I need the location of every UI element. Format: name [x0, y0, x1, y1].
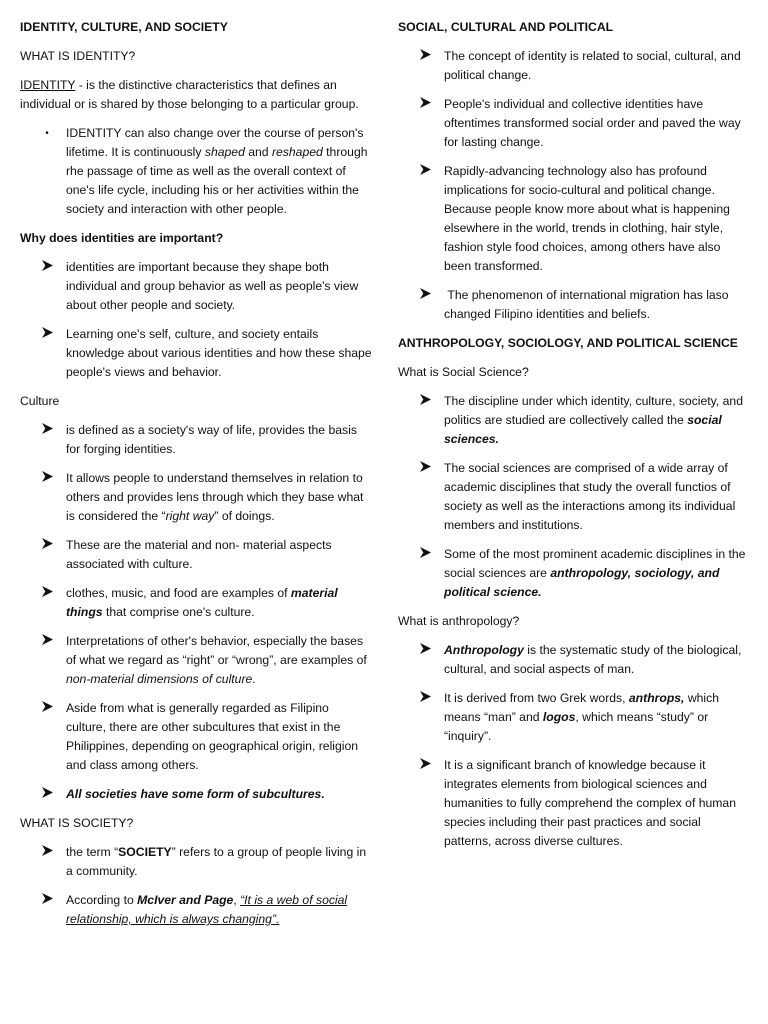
society-question: WHAT IS SOCIETY? — [20, 816, 134, 830]
culture-list — [20, 421, 372, 804]
why-list — [20, 258, 372, 382]
arrowhead-bullet-icon — [418, 286, 432, 305]
identity-definition — [20, 76, 372, 114]
arrowhead-bullet-icon — [418, 392, 432, 411]
list-item: • IDENTITY can also change over the course of person's lifetime. It is continuously shaped and reshaped through rhe passage of time as well as the overall context of one's life cycle, including his or her activities within the society and interaction with other people. — [20, 124, 372, 219]
list-item: The social sciences are comprised of a wide array of academic disciplines that study the overall functios of society as well as the interactions among its individual members and institutions. — [398, 459, 750, 535]
anthropology-question: What is anthropology? — [398, 614, 520, 628]
list-item: These are the material and non- material aspects associated with culture. — [20, 536, 372, 574]
list-item: It is a significant branch of knowledge because it integrates elements from biological sciences and humanities to fully comprehend the complex of human species including their past practices and social patterns, across diverse cultures. — [398, 756, 750, 851]
arrowhead-bullet-icon — [40, 325, 54, 344]
list-item: is defined as a society's way of life, provides the basis for forging identities. — [20, 421, 372, 459]
arrowhead-bullet-icon — [418, 459, 432, 478]
arrowhead-bullet-icon — [418, 47, 432, 66]
list-item: All societies have some form of subcultures. — [20, 785, 372, 804]
arrowhead-bullet-icon — [418, 689, 432, 708]
list-item: It allows people to understand themselves in relation to others and provides lens through which they base what is considered the “right way” of doings. — [20, 469, 372, 526]
dot-bullet-icon: • — [45, 128, 49, 139]
arrowhead-bullet-icon — [40, 258, 54, 277]
identity-definition-text: - is the distinctive characteristics that defines an individual or is shared by those belonging to a particular group. — [20, 78, 359, 111]
arrowhead-bullet-icon — [40, 536, 54, 555]
section-title: SOCIAL, CULTURAL AND POLITICAL — [398, 20, 614, 34]
society-list — [20, 843, 372, 929]
list-item: The concept of identity is related to social, cultural, and political change. — [398, 47, 750, 85]
arrowhead-bullet-icon — [40, 843, 54, 862]
culture-heading: Culture — [20, 394, 60, 408]
why-identities-heading: Why does identities are important? — [20, 231, 224, 245]
arrowhead-bullet-icon — [40, 632, 54, 651]
social-change-list — [398, 47, 750, 324]
identity-bullet-list — [20, 124, 372, 219]
list-item: Aside from what is generally regarded as Filipino culture, there are other subcultures that exist in the Philippines, depending on geographical origin, religion and class among others. — [20, 699, 372, 775]
arrowhead-bullet-icon — [418, 641, 432, 660]
section-title: IDENTITY, CULTURE, AND SOCIETY — [20, 20, 228, 34]
list-item: According to McIver and Page, “It is a web of social relationship, which is always changing”. — [20, 891, 372, 929]
list-item: The phenomenon of international migration has laso changed Filipino identities and beliefs. — [398, 286, 750, 324]
list-item: the term “SOCIETY” refers to a group of people living in a community. — [20, 843, 372, 881]
list-item: clothes, music, and food are examples of material things that comprise one's culture. — [20, 584, 372, 622]
right-column — [398, 18, 750, 861]
arrowhead-bullet-icon — [40, 584, 54, 603]
arrowhead-bullet-icon — [418, 162, 432, 181]
arrowhead-bullet-icon — [40, 699, 54, 718]
arrowhead-bullet-icon — [418, 545, 432, 564]
arrowhead-bullet-icon — [40, 421, 54, 440]
list-item: Rapidly-advancing technology also has profound implications for socio-cultural and political change. Because people know more about what is happening elsewhere in the world, trends in clothing, hair style, fashion style food choices, among others have also been transformed. — [398, 162, 750, 276]
arrowhead-bullet-icon — [418, 95, 432, 114]
arrowhead-bullet-icon — [40, 891, 54, 910]
list-item: People's individual and collective identities have oftentimes transformed social order and paved the way for lasting change. — [398, 95, 750, 152]
social-science-list — [398, 392, 750, 602]
left-column — [20, 18, 372, 939]
list-item: Learning one's self, culture, and society entails knowledge about various identities and how these shape people's views and behavior. — [20, 325, 372, 382]
list-item: Some of the most prominent academic disciplines in the social sciences are anthropology, sociology, and political science. — [398, 545, 750, 602]
social-science-question: What is Social Science? — [398, 365, 529, 379]
section-title: ANTHROPOLOGY, SOCIOLOGY, AND POLITICAL SCIENCE — [398, 336, 738, 350]
identity-term: IDENTITY — [20, 78, 76, 92]
anthropology-list — [398, 641, 750, 851]
list-item: Interpretations of other's behavior, especially the bases of what we regard as “right” or “wrong”, are examples of non-material dimensions of culture. — [20, 632, 372, 689]
arrowhead-bullet-icon — [40, 785, 54, 804]
list-item: It is derived from two Grek words, anthrops, which means “man” and logos, which means “study” or “inquiry”. — [398, 689, 750, 746]
list-item: Anthropology is the systematic study of the biological, cultural, and social aspects of man. — [398, 641, 750, 679]
arrowhead-bullet-icon — [40, 469, 54, 488]
arrowhead-bullet-icon — [418, 756, 432, 775]
list-item: identities are important because they shape both individual and group behavior as well as people's view about other people and society. — [20, 258, 372, 315]
list-item: The discipline under which identity, culture, society, and politics are studied are collectively called the social sciences. — [398, 392, 750, 449]
identity-question: WHAT IS IDENTITY? — [20, 49, 136, 63]
